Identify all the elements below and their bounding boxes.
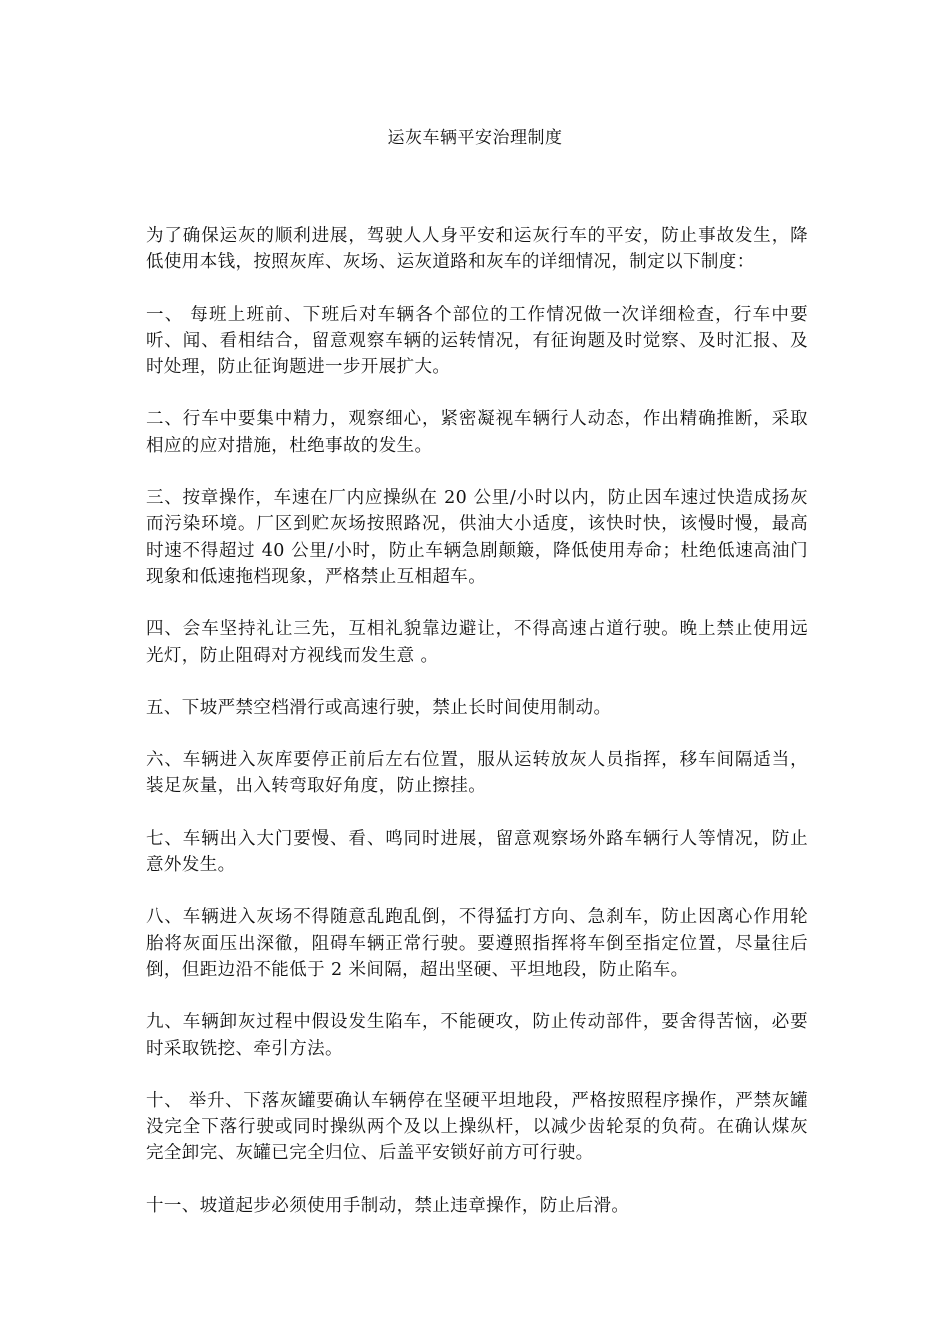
rule-paragraph-3: 三、按章操作，车速在厂内应操纵在 20 公里/小时以内，防止因车速过快造成扬灰而污染环境。厂区到贮灰场按照路况，供油大小适度，该快时快，该慢时慢，最高时速不得超过 40 公里/小时，防止车辆急剧颠簸，降低使用寿命；杜绝低速高油门现象和低速拖档现象，严格禁止互相超车。: [146, 488, 808, 587]
rule-paragraph-1: 一、 每班上班前、下班后对车辆各个部位的工作情况做一次详细检查，行车中要听、闻、看相结合，留意观察车辆的运转情况，有征询题及时觉察、及时汇报、及时处理，防止征询题进一步开展扩大。: [146, 304, 808, 378]
rule-paragraph-6: 六、车辆进入灰库要停正前后左右位置，服从运转放灰人员指挥，移车间隔适当，装足灰量，出入转弯取好角度，防止擦挂。: [146, 750, 808, 797]
rule-paragraph-8: 八、车辆进入灰场不得随意乱跑乱倒，不得猛打方向、急刹车，防止因离心作用轮胎将灰面压出深徹，阻碍车辆正常行驶。要遵照指挥将车倒至指定位置，尽量往后倒，但距边沿不能低于 2 米间隔，超出坚硬、平坦地段，防止陷车。: [146, 907, 808, 980]
document-body: [146, 223, 808, 1245]
rule-paragraph-10: 十、 举升、下落灰罐要确认车辆停在坚硬平坦地段，严格按照程序操作，严禁灰罐没完全下落行驶或同时操纵两个及以上操纵杆，以减少齿轮泵的负荷。在确认煤灰完全卸完、灰罐已完全归位、后盖平安锁好前方可行驶。: [146, 1090, 808, 1164]
rule-paragraph-11: 十一、坡道起步必须使用手制动，禁止违章操作，防止后滑。: [146, 1195, 630, 1216]
rule-paragraph-5: 五、下坡严禁空档滑行或高速行驶，禁止长时间使用制动。: [146, 697, 612, 718]
rule-paragraph-9: 九、车辆卸灰过程中假设发生陷车，不能硬攻，防止传动部件，要舍得苦恼，必要时采取铣挖、牵引方法。: [146, 1012, 808, 1059]
rule-paragraph-7: 七、车辆出入大门要慢、看、鸣同时进展，留意观察场外路车辆行人等情况，防止意外发生。: [146, 828, 808, 876]
intro-paragraph: 为了确保运灰的顺利进展，驾驶人人身平安和运灰行车的平安，防止事故发生，降低使用本钱，按照灰库、灰场、运灰道路和灰车的详细情况，制定以下制度：: [146, 226, 808, 273]
rule-paragraph-4: 四、会车坚持礼让三先，互相礼貌靠边避让，不得高速占道行驶。晚上禁止使用远光灯，防止阻碍对方视线而发生意 。: [146, 619, 808, 666]
document-title: 运灰车辆平安治理制度: [387, 128, 563, 148]
rule-paragraph-2: 二、行车中要集中精力，观察细心，紧密凝视车辆行人动态，作出精确推断，采取相应的应对措施，杜绝事故的发生。: [146, 409, 808, 456]
